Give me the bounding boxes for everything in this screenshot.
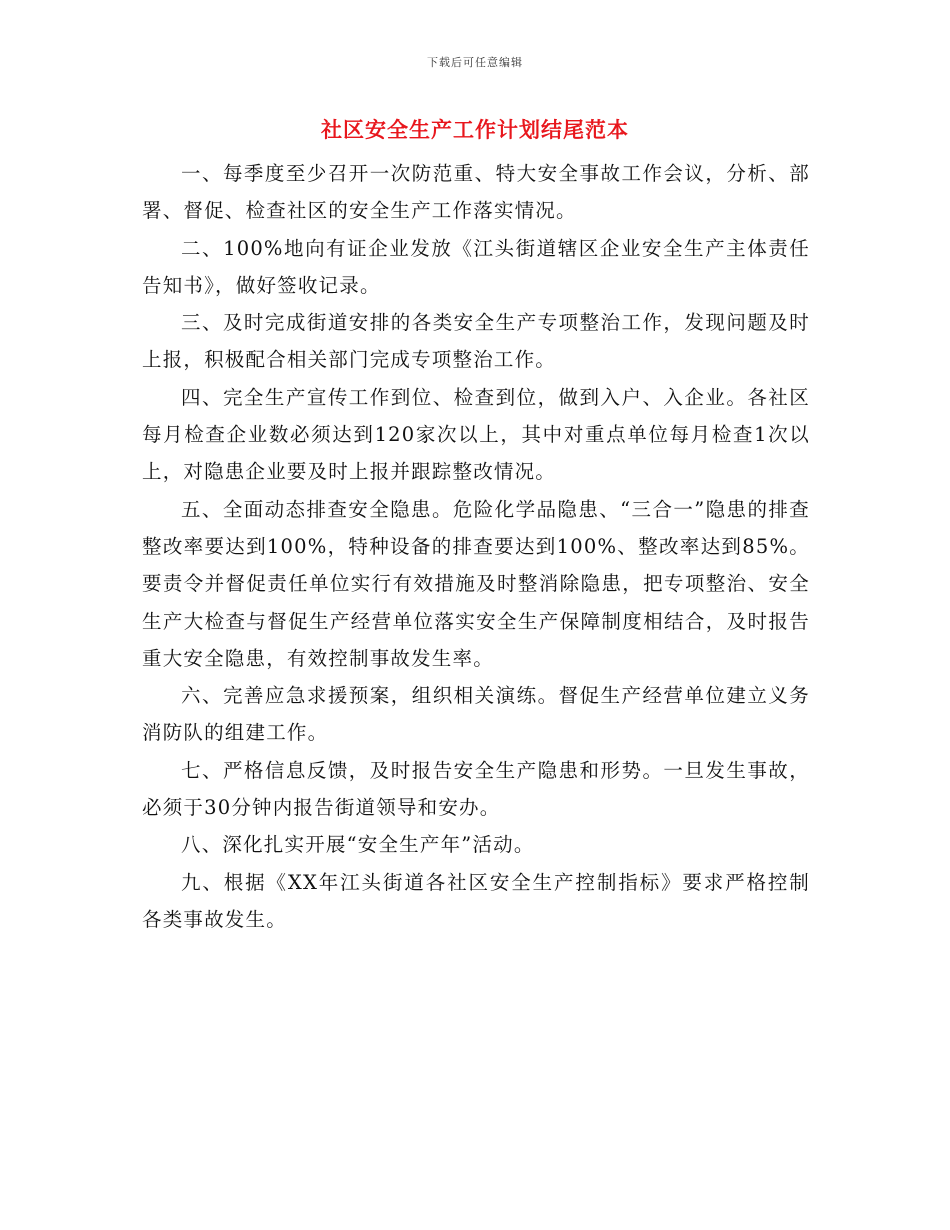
document-body [142, 155, 810, 938]
paragraph-1: 一、每季度至少召开一次防范重、特大安全事故工作会议，分析、部署、督促、检查社区的安全生产工作落实情况。 [142, 162, 810, 223]
paragraph-9: 九、根据《XX年江头街道各社区安全生产控制指标》要求严格控制各类事故发生。 [142, 870, 810, 931]
paragraph-4: 四、完全生产宣传工作到位、检查到位，做到入户、入企业。各社区每月检查企业数必须达到120家次以上，其中对重点单位每月检查1次以上，对隐患企业要及时上报并跟踪整改情况。 [142, 385, 810, 484]
paragraph-2: 二、100%地向有证企业发放《江头街道辖区企业安全生产主体责任告知书》，做好签收记录。 [142, 236, 810, 297]
paragraph-5: 五、全面动态排查安全隐患。危险化学品隐患、“三合一”隐患的排查整改率要达到100%，特种设备的排查要达到100%、整改率达到85%。要责令并督促责任单位实行有效措施及时整消除隐患，把专项整治、安全生产大检查与督促生产经营单位落实安全生产保障制度相结合，及时报告重大安全隐患，有效控制事故发生率。 [142, 497, 810, 670]
paragraph-3: 三、及时完成街道安排的各类安全生产专项整治工作，发现问题及时上报，积极配合相关部门完成专项整治工作。 [142, 311, 810, 372]
header-note: 下载后可任意编辑 [427, 56, 523, 69]
document-title: 社区安全生产工作计划结尾范本 [321, 117, 629, 142]
paragraph-6: 六、完善应急求援预案，组织相关演练。督促生产经营单位建立义务消防队的组建工作。 [142, 684, 810, 745]
paragraph-7: 七、严格信息反馈，及时报告安全生产隐患和形势。一旦发生事故，必须于30分钟内报告街道领导和安办。 [142, 758, 810, 820]
paragraph-8: 八、深化扎实开展“安全生产年”活动。 [181, 833, 535, 857]
